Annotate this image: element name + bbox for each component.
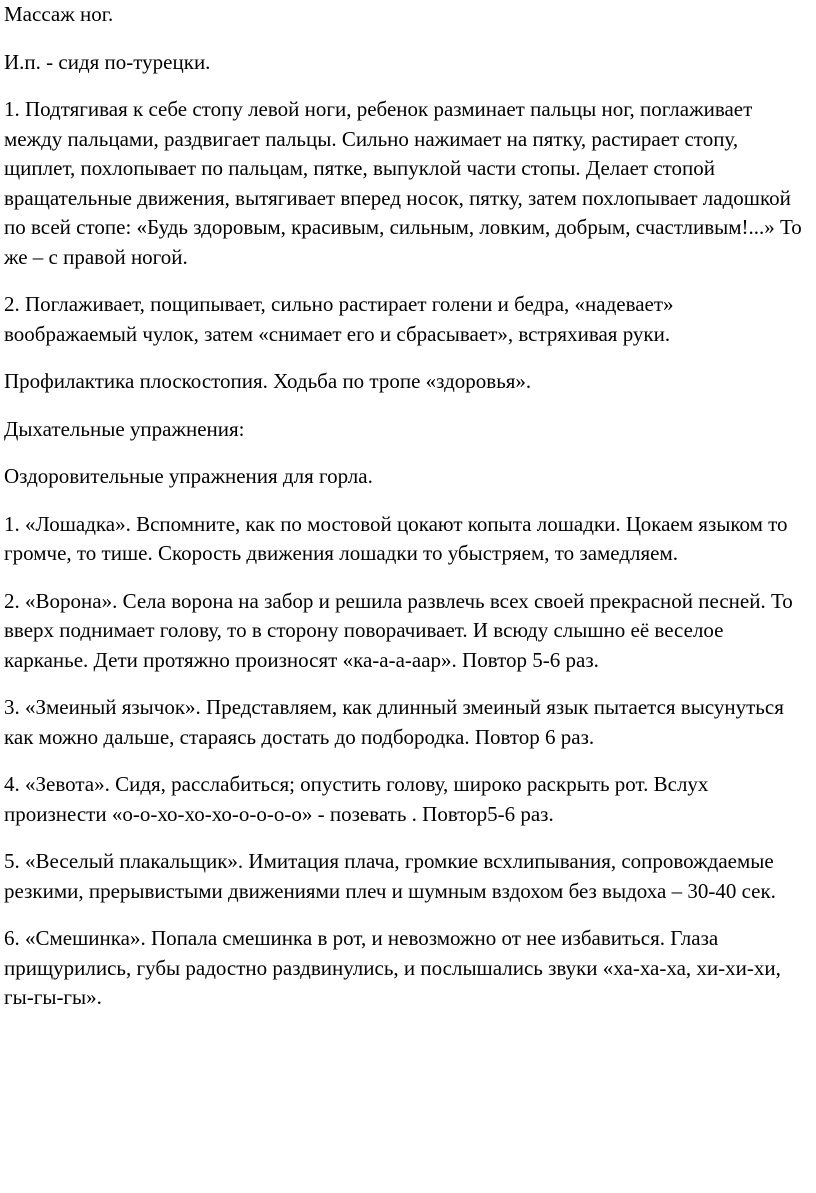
throat-exercise-3: 3. «Змеиный язычок». Представляем, как длинный змеиный язык пытается высунуться как можно дальше, стараясь достать до подбородка. Повтор 6 раз. <box>4 695 784 749</box>
section-title-massage: Массаж ног. <box>4 2 114 26</box>
section-title-breathing: Дыхательные упражнения: <box>4 416 245 441</box>
section-title-throat: Оздоровительные упражнения для горла. <box>4 464 373 488</box>
massage-step-1: 1. Подтягивая к себе стопу левой ноги, ребенок разминает пальцы ног, поглаживает между пальцами, раздвигает пальцы. Сильно нажимает на пятку, растирает стопу, щиплет, похлопывает по пальцам, пятке, выпуклой части стопы. Делает стопой вращательные движения, вытягивает вперед носок, пятку, затем похлопывает ладошкой по всей стопе: «Будь здоровым, красивым, сильным, ловким, добрым, счастливым!...» То же – с правой ногой. <box>4 97 802 269</box>
starting-position: И.п. - сидя по-турецки. <box>4 49 211 74</box>
throat-exercise-6: 6. «Смешинка». Попала смешинка в рот, и невозможно от нее избавиться. Глаза прищурились, губы радостно раздвинулись, и послышались звуки «ха-ха-ха, хи-хи-хи, гы-гы-гы». <box>4 926 781 1009</box>
throat-exercise-1: 1. «Лошадка». Вспомните, как по мостовой цокают копыта лошадки. Цокаем языком то громче, то тише. Скорость движения лошадки то убыстряем, то замедляем. <box>4 511 788 565</box>
throat-exercise-5: 5. «Веселый плакальщик». Имитация плача, громкие всхлипывания, сопровождаемые резкими, прерывистыми движениями плеч и шумным вздохом без выдоха – 30-40 сек. <box>4 849 776 903</box>
throat-exercise-2: 2. «Ворона». Села ворона на забор и решила развлечь всех своей прекрасной песней. То вверх поднимает голову, то в сторону поворачивает. И всюду слышно её веселое карканье. Дети протяжно произносят «ка-а-а-аар». Повтор 5-6 раз. <box>4 588 793 672</box>
throat-exercise-4: 4. «Зевота». Сидя, расслабиться; опустить голову, широко раскрыть рот. Вслух произнести «о-о-хо-хо-хо-о-о-о-о» - позевать . Повтор5-6 раз. <box>4 772 709 826</box>
massage-step-2: 2. Поглаживает, пощипывает, сильно растирает голени и бедра, «надевает» воображаемый чулок, затем «снимает его и сбрасывает», встряхивая руки. <box>4 292 674 346</box>
flatfoot-prevention: Профилактика плоскостопия. Ходьба по тропе «здоровья». <box>4 369 532 393</box>
